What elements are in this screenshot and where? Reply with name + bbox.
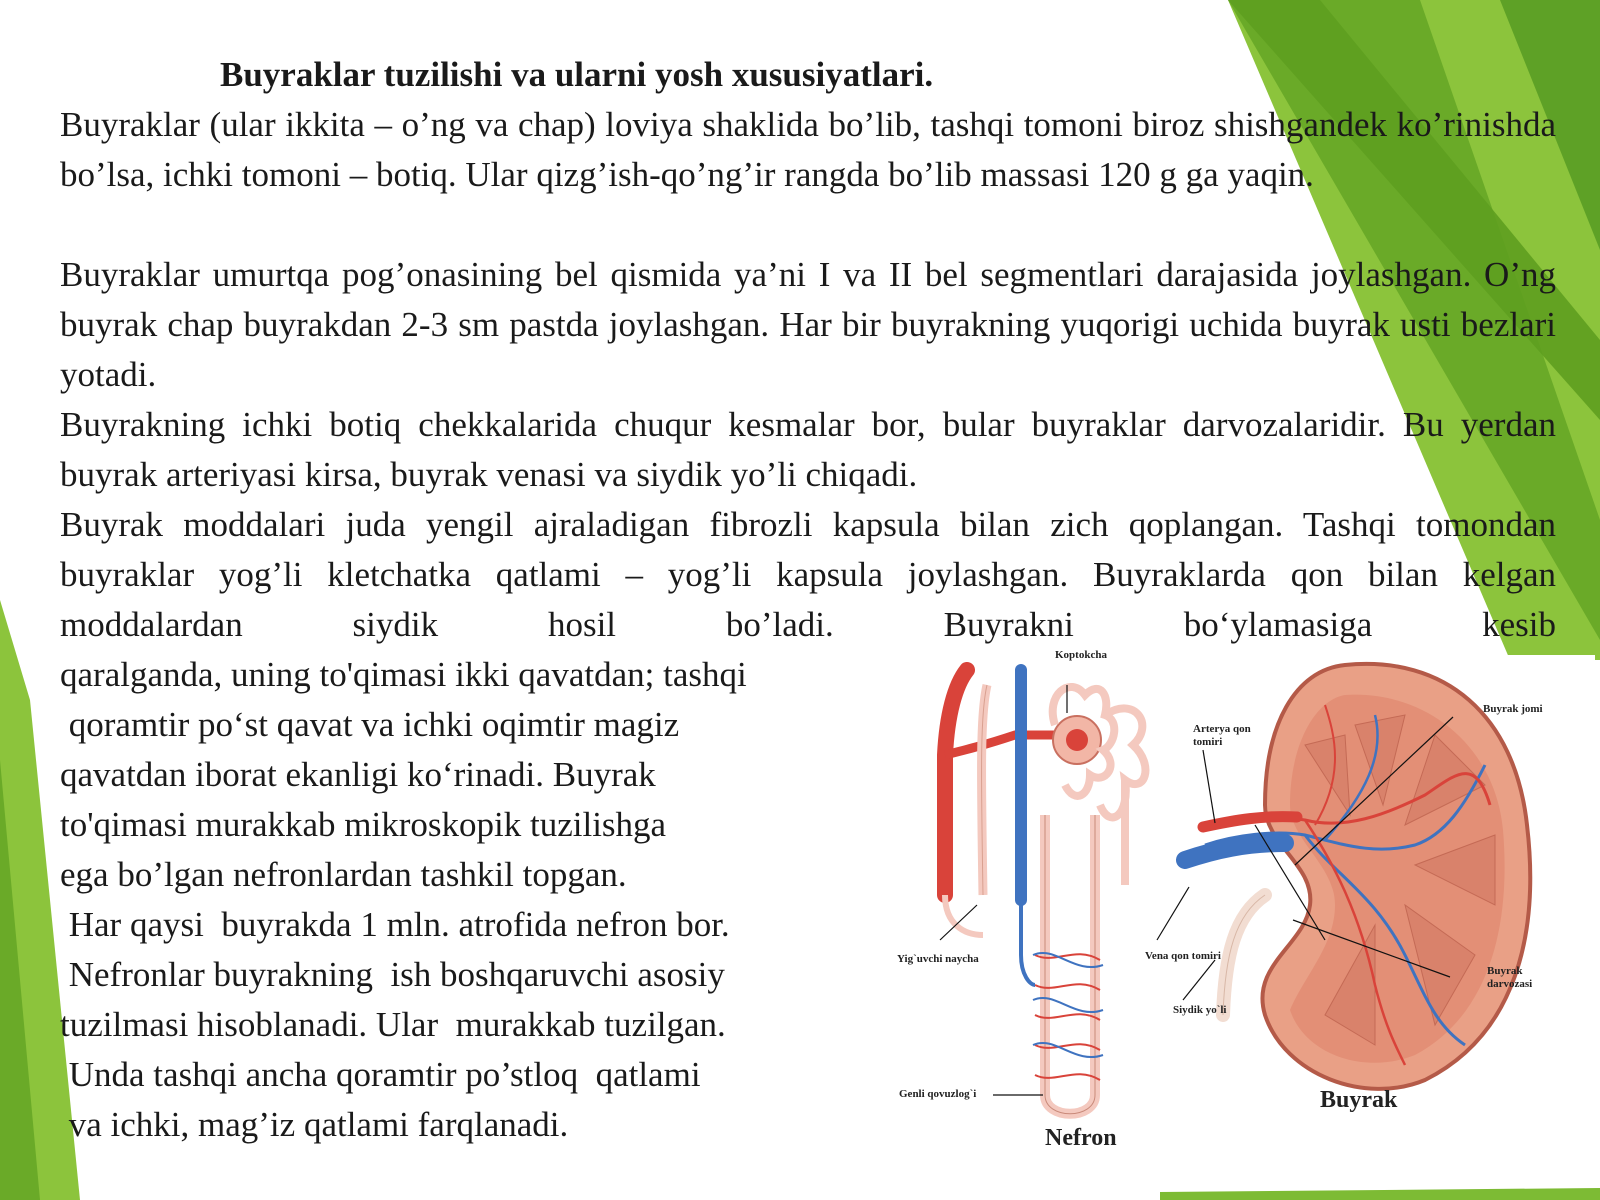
label-vena: Vena qon tomiri <box>1145 950 1221 962</box>
paragraph-4: Buyrak moddalari juda yengil ajraladigan fibrozli kapsula bilan zich qoplangan. Tashqi tomondan buyraklar yog’li kletchatka qatlami – yog’li kapsula joylashgan. Buyraklarda qon bilan kelgan moddalardan siydik hosil bo’ladi. Buyrakni bo‘ylamasiga kesib <box>60 505 1556 644</box>
text-line: to'qimasi murakkab mikroskopik tuzilishga <box>60 805 667 844</box>
text-line: Nefronlar buyrakning ish boshqaruvchi asosiy <box>60 955 725 994</box>
label-yiguvchi: Yig`uvchi naycha <box>897 953 979 965</box>
text-line: Har qaysi buyrakda 1 mln. atrofida nefron bor. <box>60 905 730 944</box>
nephron-illustration <box>940 670 1145 1114</box>
label-siydik: Siydik yo`li <box>1173 1004 1227 1016</box>
paragraph-4-continued <box>60 650 747 1150</box>
text-line: qavatdan iborat ekanligi ko‘rinadi. Buyrak <box>60 755 656 794</box>
label-koptokcha: Koptokcha <box>1055 649 1107 661</box>
label-darvozasi: Buyrak darvozasi <box>1487 965 1533 990</box>
text-line: qoramtir po‘st qavat va ichki oqimtir magiz <box>60 705 680 744</box>
label-buyrak-jomi: Buyrak jomi <box>1483 703 1543 715</box>
slide-title: Buyraklar tuzilishi va ularni yosh xususiyatlari. <box>220 55 934 94</box>
caption-nefron: Nefron <box>1045 1125 1117 1151</box>
paragraph-3: Buyrakning ichki botiq chekkalarida chuqur kesmalar bor, bular buyraklar darvozalaridir. Bu yerdan buyrak arteriyasi kirsa, buyrak venasi va siydik yo’li chiqadi. <box>60 405 1556 494</box>
kidney-nephron-figure <box>897 649 1595 1170</box>
caption-buyrak: Buyrak <box>1320 1087 1398 1113</box>
text-line: va ichki, mag’iz qatlami farqlanadi. <box>60 1105 569 1144</box>
paragraph-1: Buyraklar (ular ikkita – o’ng va chap) loviya shaklida bo’lib, tashqi tomoni biroz shishgandek ko’rinishda bo’lsa, ichki tomoni – botiq. Ular qizg’ish-qo’ng’ir rangda bo’lib massasi 120 g ga yaqin. <box>60 105 1556 194</box>
label-genli: Genli qovuzlog`i <box>899 1088 977 1100</box>
label-arterya: Arterya qon tomiri <box>1193 723 1251 748</box>
text-line: qaralganda, uning to'qimasi ikki qavatdan; tashqi <box>60 655 747 694</box>
text-line: Unda tashqi ancha qoramtir po’stloq qatlami <box>60 1055 701 1094</box>
text-line: tuzilmasi hisoblanadi. Ular murakkab tuzilgan. <box>60 1005 726 1044</box>
paragraph-2: Buyraklar umurtqa pog’onasining bel qismida ya’ni I va II bel segmentlari darajasida joylashgan. O’ng buyrak chap buyrakdan 2-3 sm pastda joylashgan. Har bir buyrakning yuqorigi uchida buyrak usti bezlari yotadi. <box>60 255 1556 394</box>
text-line: ega bo’lgan nefronlardan tashkil topgan. <box>60 855 627 894</box>
